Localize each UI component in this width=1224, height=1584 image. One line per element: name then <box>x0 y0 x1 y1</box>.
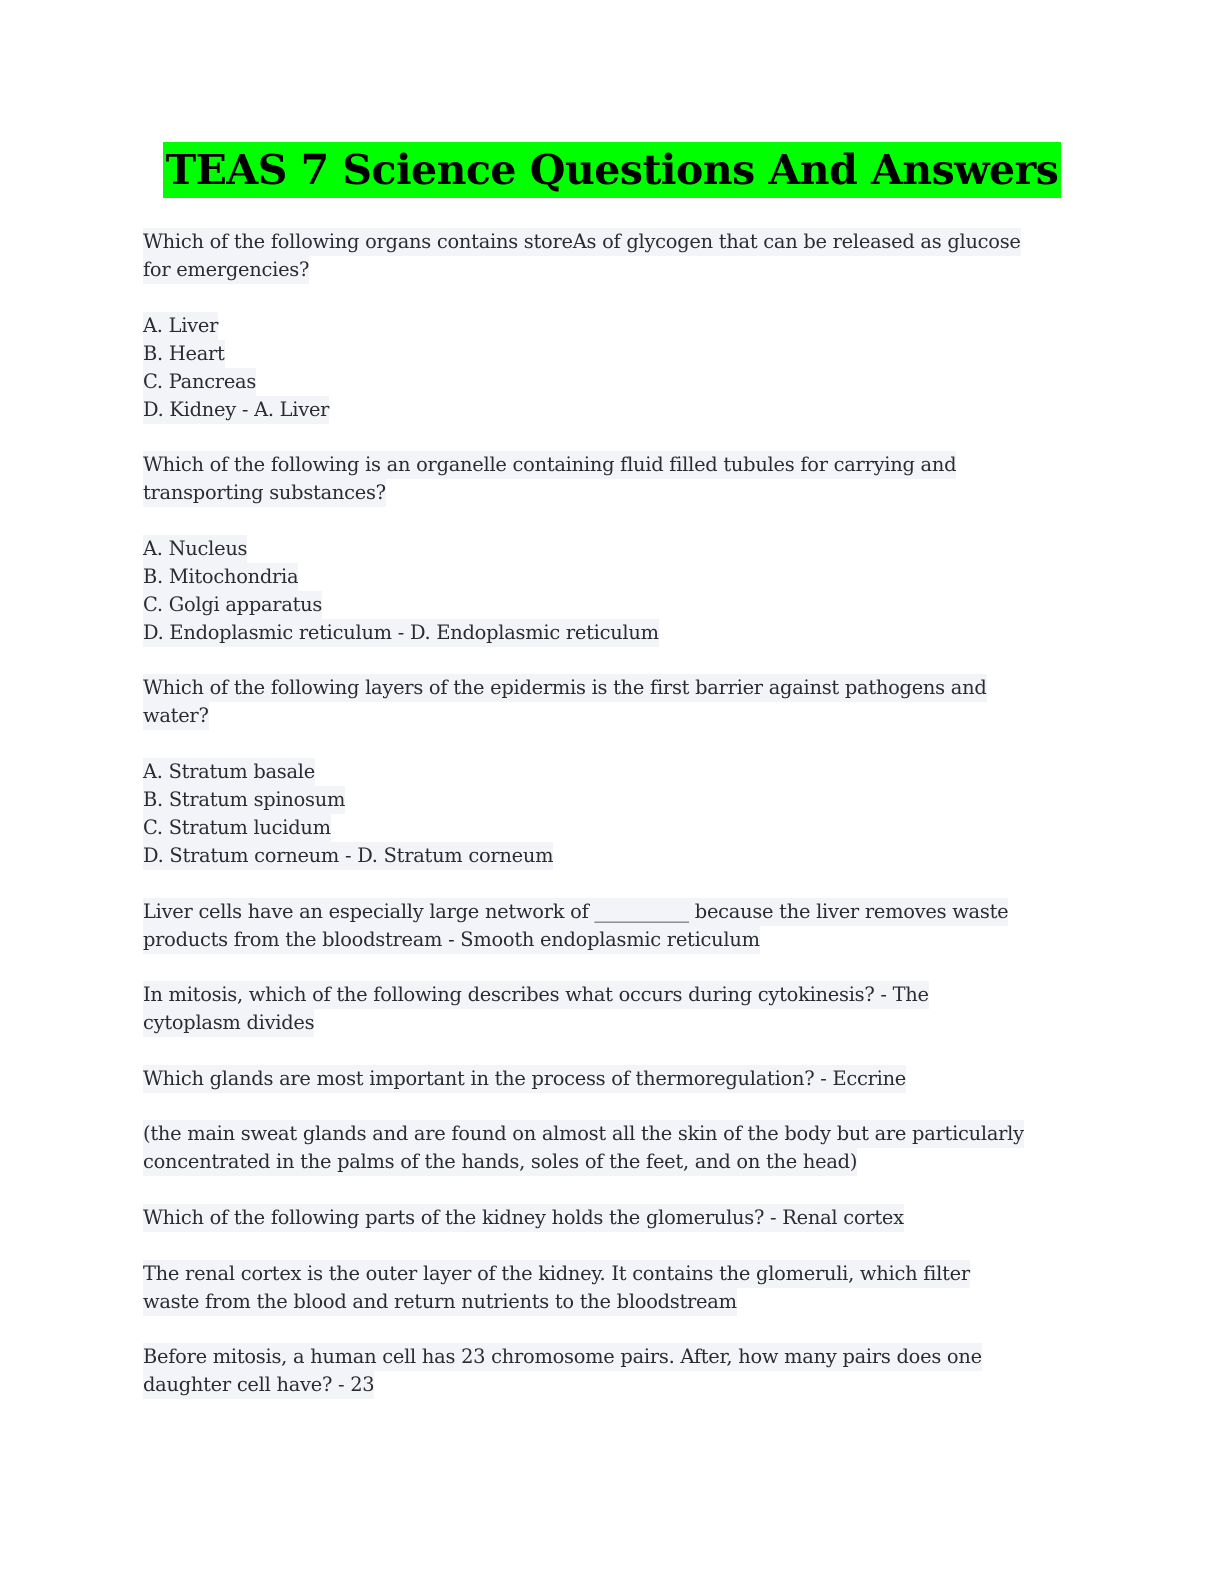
text-block <box>143 758 1083 870</box>
paragraph-gap <box>143 284 1083 312</box>
text-block <box>143 1204 1083 1232</box>
text-line: D. Stratum corneum - D. Stratum corneum <box>143 842 553 870</box>
text-line: D. Kidney - A. Liver <box>143 396 329 424</box>
text-line: The renal cortex is the outer layer of the kidney. It contains the glomeruli, which filter <box>143 1260 970 1288</box>
text-line: Which of the following parts of the kidney holds the glomerulus? - Renal cortex <box>143 1204 904 1232</box>
paragraph-gap <box>143 1232 1083 1260</box>
text-block <box>143 1120 1083 1176</box>
text-block <box>143 981 1083 1037</box>
text-line: for emergencies? <box>143 256 309 284</box>
text-block <box>143 898 1083 954</box>
text-block <box>143 1260 1083 1316</box>
text-line: waste from the blood and return nutrients to the bloodstream <box>143 1288 737 1316</box>
text-block <box>143 228 1083 284</box>
paragraph-gap <box>143 1037 1083 1065</box>
paragraph-gap <box>143 647 1083 675</box>
text-line: B. Mitochondria <box>143 563 298 591</box>
paragraph-gap <box>143 1176 1083 1204</box>
text-line: B. Heart <box>143 340 225 368</box>
text-block <box>143 1343 1083 1399</box>
text-line: D. Endoplasmic reticulum - D. Endoplasmic reticulum <box>143 619 659 647</box>
text-line: C. Golgi apparatus <box>143 591 322 619</box>
text-block <box>143 535 1083 647</box>
text-line: daughter cell have? - 23 <box>143 1371 374 1399</box>
text-line: A. Stratum basale <box>143 758 315 786</box>
text-block <box>143 1065 1083 1093</box>
paragraph-gap <box>143 1093 1083 1121</box>
paragraph-gap <box>143 1316 1083 1344</box>
paragraph-gap <box>143 870 1083 898</box>
text-line: Which of the following is an organelle containing fluid filled tubules for carrying and <box>143 451 956 479</box>
text-line: transporting substances? <box>143 479 386 507</box>
text-line: Liver cells have an especially large network of __________ because the liver removes waste <box>143 898 1008 926</box>
text-line: A. Nucleus <box>143 535 247 563</box>
text-line: C. Stratum lucidum <box>143 814 331 842</box>
paragraph-gap <box>143 954 1083 982</box>
text-line: Which of the following layers of the epidermis is the first barrier against pathogens and <box>143 674 987 702</box>
paragraph-gap <box>143 730 1083 758</box>
text-line: (the main sweat glands and are found on almost all the skin of the body but are particularly <box>143 1120 1024 1148</box>
text-line: A. Liver <box>143 312 218 340</box>
paragraph-gap <box>143 507 1083 535</box>
text-block <box>143 451 1083 507</box>
paragraph-gap <box>143 424 1083 452</box>
text-line: Before mitosis, a human cell has 23 chromosome pairs. After, how many pairs does one <box>143 1343 982 1371</box>
text-block <box>143 674 1083 730</box>
document-body <box>143 228 1083 1399</box>
text-line: C. Pancreas <box>143 368 256 396</box>
text-line: Which glands are most important in the process of thermoregulation? - Eccrine <box>143 1065 906 1093</box>
text-line: B. Stratum spinosum <box>143 786 345 814</box>
title-container <box>0 142 1224 198</box>
text-line: products from the bloodstream - Smooth endoplasmic reticulum <box>143 926 760 954</box>
text-line: water? <box>143 702 209 730</box>
text-block <box>143 312 1083 424</box>
text-line: cytoplasm divides <box>143 1009 314 1037</box>
text-line: In mitosis, which of the following describes what occurs during cytokinesis? - The <box>143 981 929 1009</box>
page-title: TEAS 7 Science Questions And Answers <box>163 142 1062 198</box>
text-line: Which of the following organs contains storeAs of glycogen that can be released as glucose <box>143 228 1021 256</box>
text-line: concentrated in the palms of the hands, soles of the feet, and on the head) <box>143 1148 857 1176</box>
